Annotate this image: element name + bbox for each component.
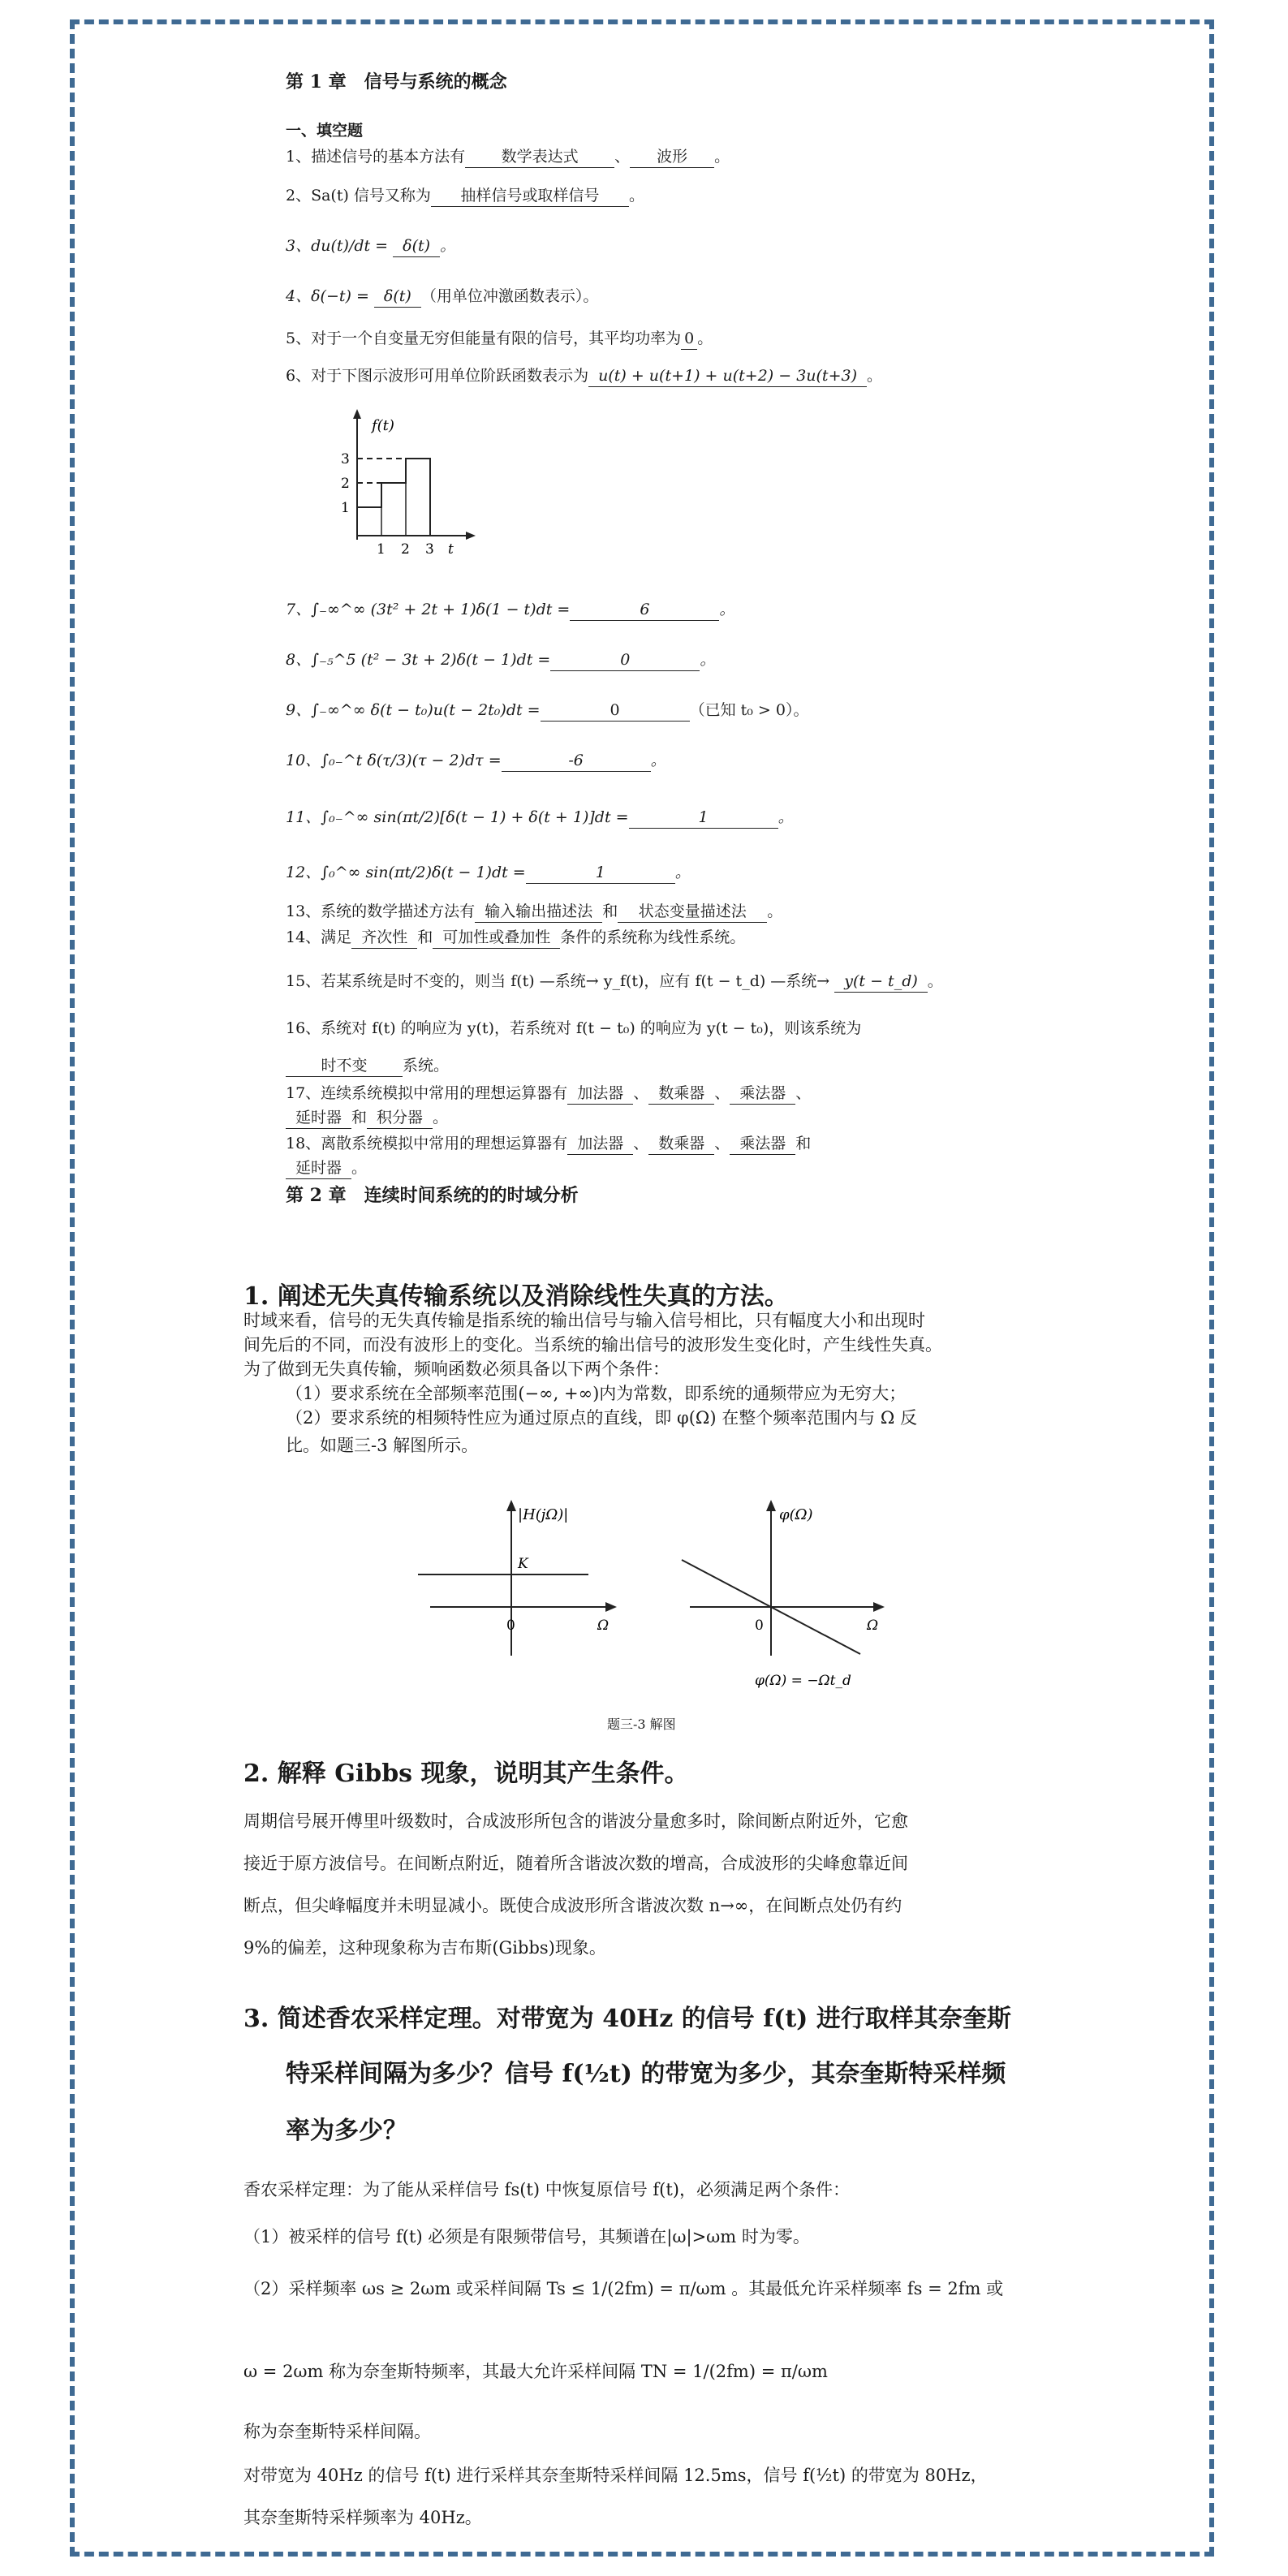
item-17-cont: 延时器 和 积分器 。: [286, 1107, 448, 1129]
item-3: 3、du(t)/dt = δ(t) 。: [286, 235, 455, 257]
chapter-1-title: 第 1 章 信号与系统的概念: [286, 71, 507, 93]
q1-line-1: 时域来看，信号的无失真传输是指系统的输出信号与输入信号相比，只有幅度大小和出现时: [243, 1311, 925, 1330]
k-label: K: [518, 1556, 528, 1572]
item-11: 11、∫₀₋^∞ sin(πt/2)[δ(t − 1) + δ(t + 1)]dt = 1 。: [286, 807, 794, 829]
item-10: 10、∫₀₋^t δ(τ/3)(τ − 2)dτ = -6 。: [286, 750, 666, 772]
item-16-answer: 时不变 系统。: [286, 1055, 449, 1077]
right-origin: 0: [755, 1618, 764, 1634]
q3-line-7: 其奈奎斯特采样频率为 40Hz。: [243, 2508, 482, 2527]
item-1: 1、描述信号的基本方法有 数学表达式 、 波形 。: [286, 146, 730, 168]
item-18-cont: 延时器 。: [286, 1157, 367, 1179]
left-origin: 0: [506, 1618, 515, 1634]
q2-line-4: 9%的偏差，这种现象称为吉布斯(Gibbs)现象。: [243, 1938, 606, 1958]
q3-line-2: （1）被采样的信号 f(t) 必须是有限频带信号，其频谱在|ω|>ωm 时为零。: [243, 2227, 810, 2246]
question-3-title-line-3: 率为多少？: [286, 2117, 407, 2145]
item-6: 6、对于下图示波形可用单位阶跃函数表示为 u(t) + u(t+1) + u(t+2) − 3u(t+3) 。: [286, 365, 882, 387]
x-tick-3: 3: [425, 541, 434, 558]
item-15: 15、若某系统是时不变的，则当 f(t) —系统→ y_f(t)，应有 f(t − t_d) —系统→ y(t − t_d) 。: [286, 971, 943, 993]
item-2: 2、Sa(t) 信号又称为 抽样信号或取样信号 。: [286, 185, 644, 207]
q3-line-1: 香农采样定理：为了能从采样信号 fs(t) 中恢复原信号 f(t)，必须满足两个条件：: [243, 2180, 850, 2199]
q2-line-3: 断点，但尖峰幅度并未明显减小。既使合成波形所含谐波次数 n→∞，在间断点处仍有约: [243, 1896, 902, 1915]
y-tick-3: 3: [341, 451, 350, 467]
item-14: 14、满足 齐次性 和 可加性或叠加性 条件的系统称为线性系统。: [286, 927, 745, 949]
q3-line-5: 称为奈奎斯特采样间隔。: [243, 2422, 431, 2441]
q3-line-4: ω = 2ωm 称为奈奎斯特频率，其最大允许采样间隔 TN = 1/(2fm) = π/ωm: [243, 2362, 828, 2381]
item-13: 13、系统的数学描述方法有 输入输出描述法 和 状态变量描述法 。: [286, 901, 782, 923]
y-tick-2: 2: [341, 476, 350, 492]
q1-line-5: （2）要求系统的相频特性应为通过原点的直线，即 φ(Ω) 在整个频率范围内与 Ω 反: [286, 1408, 917, 1428]
question-3-title-line-2: 特采样间隔为多少？信号 f(½t) 的带宽为多少，其奈奎斯特采样频: [286, 2060, 1006, 2088]
item-12: 12、∫₀^∞ sin(πt/2)δ(t − 1)dt = 1 。: [286, 862, 691, 884]
right-omega: Ω: [867, 1618, 879, 1634]
q1-line-2: 间先后的不同，而没有波形上的变化。当系统的输出信号的波形发生变化时，产生线性失真。: [243, 1335, 942, 1355]
item-9: 9、∫₋∞^∞ δ(t − t₀)u(t − 2t₀)dt = 0 （已知 t₀ > 0）。: [286, 700, 808, 722]
item-17: 17、连续系统模拟中常用的理想运算器有 加法器 、 数乘器 、 乘法器 、: [286, 1083, 811, 1105]
phase-label: φ(Ω): [779, 1506, 813, 1523]
item-8: 8、∫₋₅^5 (t² − 3t + 2)δ(t − 1)dt = 0 。: [286, 649, 715, 671]
item-7: 7、∫₋∞^∞ (3t² + 2t + 1)δ(1 − t)dt = 6 。: [286, 599, 734, 621]
question-3-title-line-1: 3. 简述香农采样定理。对带宽为 40Hz 的信号 f(t) 进行取样其奈奎斯: [243, 2005, 1011, 2033]
question-1-title: 1. 阐述无失真传输系统以及消除线性失真的方法。: [243, 1282, 789, 1311]
item-5: 5、对于一个自变量无穷但能量有限的信号，其平均功率为 0 。: [286, 328, 713, 350]
q1-line-6: 比。如题三-3 解图所示。: [286, 1436, 479, 1455]
frequency-response-figure: [406, 1493, 925, 1696]
q2-line-1: 周期信号展开傅里叶级数时，合成波形所包含的谐波分量愈多时，除间断点附近外，它愈: [243, 1811, 908, 1831]
q1-line-4: （1）要求系统在全部频率范围(−∞, +∞)内为常数，即系统的通频带应为无穷大；: [286, 1384, 907, 1403]
q3-line-3: （2）采样频率 ωs ≥ 2ωm 或采样间隔 Ts ≤ 1/(2fm) = π/ωm 。其最低允许采样频率 fs = 2fm 或: [243, 2279, 1004, 2298]
x-tick-2: 2: [401, 541, 410, 558]
amplitude-label: |H(jΩ)|: [518, 1506, 569, 1523]
figure-caption: 题三-3 解图: [607, 1717, 676, 1732]
item-16: 16、系统对 f(t) 的响应为 y(t)，若系统对 f(t − t₀) 的响应为 y(t − t₀)，则该系统为: [286, 1019, 862, 1037]
step-waveform-graph: [325, 406, 487, 568]
q2-line-2: 接近于原方波信号。在间断点附近，随着所含谐波次数的增高，合成波形的尖峰愈靠近间: [243, 1854, 908, 1873]
question-2-title: 2. 解释 Gibbs 现象，说明其产生条件。: [243, 1760, 689, 1788]
q3-line-6: 对带宽为 40Hz 的信号 f(t) 进行采样其奈奎斯特采样间隔 12.5ms，信号 f(½t) 的带宽为 80Hz，: [243, 2466, 988, 2485]
item-4: 4、δ(−t) = δ(t) （用单位冲激函数表示）。: [286, 286, 598, 308]
x-tick-1: 1: [377, 541, 386, 558]
q1-line-3: 为了做到无失真传输，频响函数必须具备以下两个条件：: [243, 1359, 670, 1379]
chapter-2-title: 第 2 章 连续时间系统的的时域分析: [286, 1185, 579, 1206]
phase-equation: φ(Ω) = −Ωt_d: [755, 1673, 851, 1689]
item-18: 18、离散系统模拟中常用的理想运算器有 加法器 、 数乘器 、 乘法器 和: [286, 1133, 811, 1155]
section-fill-in-blank: 一、填空题: [286, 122, 364, 140]
waveform-line: [357, 459, 430, 536]
x-var-label: t: [448, 541, 454, 558]
y-tick-1: 1: [341, 500, 350, 516]
graph-y-label: f(t): [372, 417, 394, 434]
left-omega: Ω: [597, 1618, 610, 1634]
